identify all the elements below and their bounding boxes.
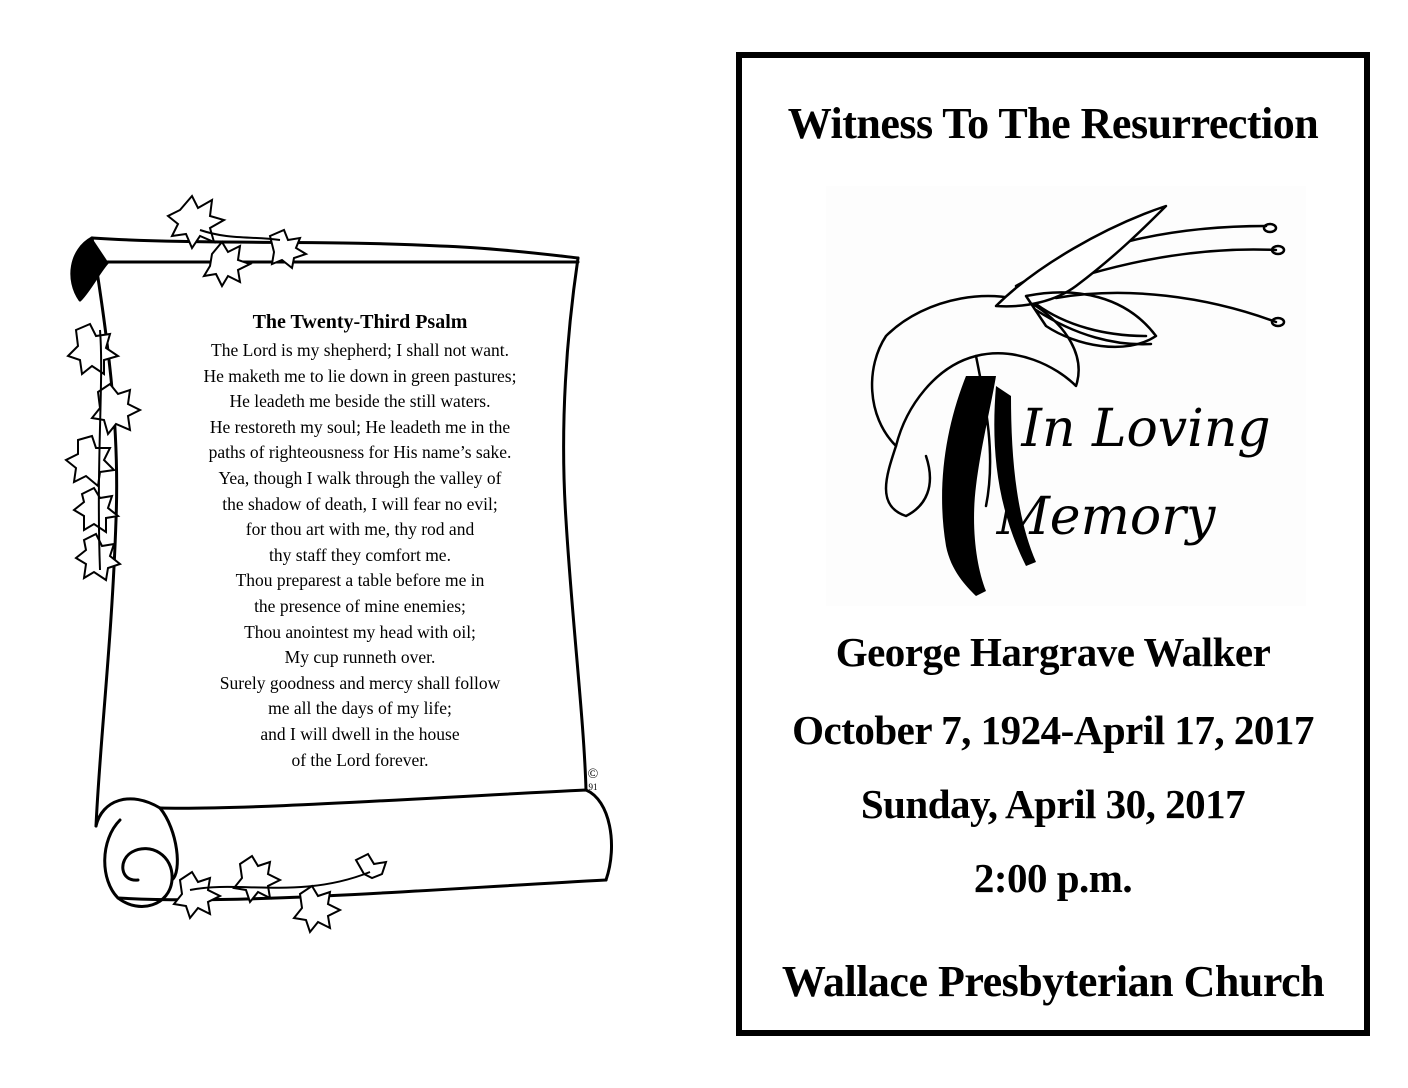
psalm-line: thy staff they comfort me. — [269, 544, 451, 565]
deceased-name: George Hargrave Walker — [835, 629, 1271, 675]
cover-title: Witness To The Resurrection — [787, 99, 1319, 148]
calla-lily-icon — [826, 186, 1306, 606]
service-date: Sunday, April 30, 2017 — [860, 781, 1246, 827]
psalm-line: He maketh me to lie down in green pastures; — [203, 365, 517, 386]
bulletin-cover — [736, 52, 1370, 1036]
psalm-line: the presence of mine enemies; — [254, 595, 466, 616]
copyright-symbol: © — [587, 767, 599, 782]
psalm-line: The Lord is my shepherd; I shall not want. — [211, 340, 509, 360]
church-name: Wallace Presbyterian Church — [781, 957, 1325, 1006]
psalm-line: and I will dwell in the house — [260, 723, 460, 744]
psalm-verses — [140, 338, 580, 773]
psalm-line: He restoreth my soul; He leadeth me in the — [209, 416, 511, 437]
in-loving-script: In Loving — [1021, 399, 1271, 459]
psalm-line: me all the days of my life; — [268, 698, 452, 719]
psalm-line: Surely goodness and mercy shall follow — [219, 672, 501, 693]
psalm-line: the shadow of death, I will fear no evil; — [222, 493, 498, 514]
psalm-text-block — [140, 308, 580, 773]
psalm-line: for thou art with me, thy rod and — [245, 519, 475, 540]
psalm-line: of the Lord forever. — [291, 749, 429, 770]
copyright-initials: 91 — [588, 782, 598, 792]
psalm-line: Yea, though I walk through the valley of — [218, 467, 502, 488]
psalm-line: Thou preparest a table before me in — [235, 570, 485, 591]
memory-script: Memory — [996, 487, 1216, 547]
life-dates: October 7, 1924-April 17, 2017 — [792, 707, 1314, 753]
psalm-line: My cup runneth over. — [284, 647, 436, 668]
psalm-line: Thou anointest my head with oil; — [244, 621, 476, 642]
service-time: 2:00 p.m. — [973, 855, 1133, 901]
psalm-line: paths of righteousness for His name’s sake. — [208, 442, 512, 463]
copyright-mark — [584, 768, 602, 792]
psalm-title: The Twenty-Third Psalm — [252, 311, 468, 333]
psalm-scroll-panel — [0, 0, 700, 1088]
psalm-line: He leadeth me beside the still waters. — [229, 391, 491, 412]
